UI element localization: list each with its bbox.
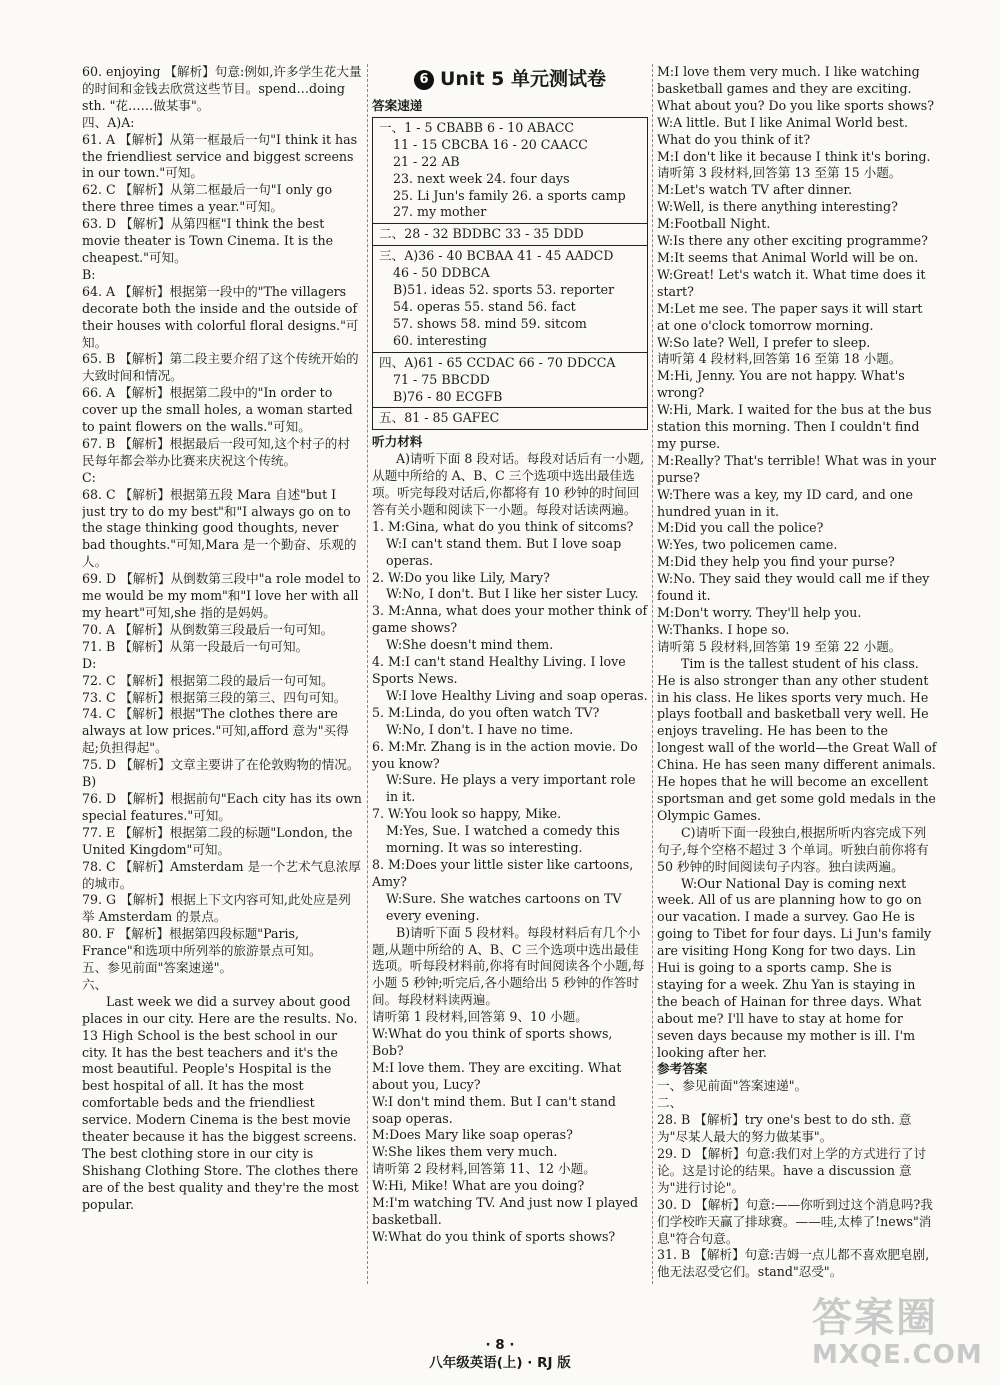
text-line: M:Football Night.: [657, 216, 771, 232]
text-line: M:Did you call the police?: [657, 520, 824, 536]
text-line: C:: [82, 469, 96, 485]
answer-line: 二、28 - 32 BDDBC 33 - 35 DDD: [379, 226, 584, 242]
page-number: · 8 ·: [485, 1337, 515, 1353]
text-line: 请听第 5 段材料,回答第 19 至第 22 小题。: [657, 638, 902, 654]
answer-box-row: [373, 353, 647, 409]
text-line: 3. M:Anna, what does your mother think of game shows?: [372, 603, 648, 636]
book-title: 八年级英语(上) · RJ 版: [429, 1355, 571, 1371]
listening-heading: 听力材料: [372, 434, 423, 450]
text-line: W:Our National Day is coming next week. All of us are planning how to go on our vacation. I made a survey. Gao He is going to Tibet for four days. Li Jun's family are visiting Hong Kong for two days. Lin Hui is going to a sports camp. She is staying for a week. Zhu Yan is staying in the beach of Hainan for three days. What about me? I'll have to stay at home for seven days because my mother is ill. I'm looking after her.: [657, 875, 932, 1060]
text-line: W:Sure. He plays a very important role in it.: [386, 772, 636, 805]
answer-box-row: [373, 408, 647, 429]
text-line: 30. D 【解析】句意:——你听到过这个消息吗?我们学校昨天赢了排球赛。——哇,太棒了!news"消息"符合句意。: [657, 1196, 933, 1246]
text-line: M:Did they help you find your purse?: [657, 554, 895, 570]
text-line: 五、参见前面"答案速递"。: [82, 960, 233, 976]
answer-line: 54. operas 55. stand 56. fact: [393, 298, 576, 314]
text-line: 75. D 【解析】文章主要讲了在伦敦购物的情况。: [82, 757, 360, 773]
answer-box-row: [373, 246, 647, 352]
text-line: 61. A 【解析】从第一框最后一句"I think it has the friendliest service and biggest screens in our town."可知。: [82, 131, 358, 181]
text-line: 参考答案: [657, 1061, 708, 1077]
text-line: M:Let's watch TV after dinner.: [657, 182, 853, 198]
text-line: W:A little. But I like Animal World best. What do you think of it?: [657, 114, 908, 147]
text-line: M:Really? That's terrible! What was in your purse?: [657, 452, 937, 485]
text-line: 请听第 4 段材料,回答第 16 至第 18 小题。: [657, 351, 902, 367]
text-line: M:I'm watching TV. And just now I played basketball.: [372, 1195, 639, 1227]
text-line: 70. A 【解析】从倒数第三段最后一句可知。: [82, 621, 334, 637]
text-line: M:Does Mary like soap operas?: [372, 1127, 573, 1143]
answer-line: 60. interesting: [393, 332, 487, 348]
text-line: 63. D 【解析】从第四框"I think the best movie theater is Town Cinema. It is the cheapest."可知。: [82, 216, 334, 265]
answer-line: 四、A)61 - 65 CCDAC 66 - 70 DDCCA: [379, 354, 616, 370]
text-line: 7. W:You look so happy, Mike.: [372, 806, 562, 822]
text-line: B): [82, 774, 97, 790]
text-line: 66. A 【解析】根据第二段中的"In order to cover up the small holes, a woman started to paint flowers on the walls."可知。: [82, 385, 353, 435]
column-divider: [367, 64, 368, 1284]
answer-line: 27. my mother: [393, 204, 487, 220]
text-line: W:She doesn't mind them.: [386, 637, 554, 653]
unit-number-badge: 6: [414, 70, 434, 90]
text-line: W:She likes them very much.: [372, 1144, 558, 1160]
text-line: 请听第 2 段材料,回答第 11、12 小题。: [372, 1161, 596, 1177]
text-line: 8. M:Does your little sister like cartoons, Amy?: [372, 856, 634, 889]
text-line: 请听第 1 段材料,回答第 9、10 小题。: [372, 1009, 588, 1025]
answer-box: [372, 117, 648, 430]
listening-continued-column: [657, 64, 937, 1281]
column-divider: [652, 64, 653, 1284]
text-line: M:Don't worry. They'll help you.: [657, 605, 862, 620]
answers-heading: 答案速递: [372, 98, 423, 113]
listening-material: [372, 451, 648, 1246]
answer-line: 25. Li Jun's family 26. a sports camp: [393, 187, 626, 203]
text-line: M:Yes, Sue. I watched a comedy this morning. It was so interesting.: [386, 823, 620, 856]
text-line: M:Let me see. The paper says it will start at one o'clock tomorrow morning.: [657, 300, 923, 333]
answer-line: 23. next week 24. four days: [393, 170, 570, 186]
text-line: 四、A)A:: [82, 114, 135, 130]
answer-box-row: [373, 118, 647, 224]
text-line: C)请听下面一段独白,根据所听内容完成下列句子,每个空格不超过 3 个单词。听独白前你将有 50 秒钟的时间阅读句子内容。独白读两遍。: [657, 824, 929, 874]
text-line: W:What do you think of sports shows, Bob?: [372, 1026, 613, 1058]
text-line: W:Hi, Mark. I waited for the bus at the bus station this morning. Then I couldn't find my purse.: [657, 402, 932, 451]
text-line: Tim is the tallest student of his class. He is also stronger than any other student in his class. He likes sports very much. He plays football and basketball very well. He enjoys traveling. He has been to the longest wall of the world—the Great Wall of China. He has seen many different animals. He hopes that he will become an excellent sportsman and get some gold medals in the Olympic Games.: [657, 655, 937, 823]
text-line: 31. B 【解析】句意:吉姆一点儿都不喜欢肥皂剧,他无法忍受它们。stand"忍受"。: [657, 1247, 930, 1280]
text-line: M:It seems that Animal World will be on.: [657, 249, 919, 265]
unit-title: [372, 66, 648, 92]
text-line: 六、: [82, 976, 108, 992]
text-line: W:Well, is there anything interesting?: [657, 199, 898, 215]
text-line: W:Great! Let's watch it. What time does it start?: [657, 266, 926, 299]
text-line: 60. enjoying 【解析】句意:例如,许多学生花大量的时间和金钱去欣赏这些节目。spend…doing sth. "花……做某事"。: [82, 64, 362, 113]
answer-explanations-column: [82, 64, 362, 1214]
text-line: W:Is there any other exciting programme?: [657, 233, 928, 249]
text-line: 77. E 【解析】根据第二段的标题"London, the United Kingdom"可知。: [82, 824, 353, 857]
text-line: W:I can't stand them. But I love soap operas.: [386, 535, 622, 568]
unit5-test-column: [372, 64, 648, 1246]
watermark-logo-text: 答案圈: [812, 1295, 938, 1341]
text-line: 6. M:Mr. Zhang is in the action movie. Do you know?: [372, 738, 638, 771]
text-line: W:Sure. She watches cartoons on TV every evening.: [386, 890, 622, 923]
text-line: 68. C 【解析】根据第五段 Mara 自述"but I just try to do my best"和"I always go on to the stage thinking good thoughts, never bad thoughts."可知,Mara 是一个勤奋、乐观的人。: [82, 486, 357, 570]
site-watermark: [812, 1295, 983, 1374]
text-line: W:Hi, Mike! What are you doing?: [372, 1178, 585, 1194]
answer-line: 11 - 15 CBCBA 16 - 20 CAACC: [393, 136, 588, 152]
answer-line: B)76 - 80 ECGFB: [393, 388, 503, 404]
text-line: 67. B 【解析】根据最后一段可知,这个村子的村民每年都会举办比赛来庆祝这个传统。: [82, 435, 350, 468]
text-line: 72. C 【解析】根据第二段的最后一句可知。: [82, 672, 334, 688]
answer-line: 21 - 22 AB: [393, 153, 460, 169]
text-line: B)请听下面 5 段材料。每段材料后有几个小题,从题中所给的 A、B、C 三个选项中选出最佳选项。听每段材料前,你将有时间阅读各个小题,每小题 5 秒钟;听完后,各小题给出 5 秒钟的作答时间。每段材料读两遍。: [372, 924, 645, 1008]
answer-line: 57. shows 58. mind 59. sitcom: [393, 315, 587, 331]
answer-line: 46 - 50 DDBCA: [393, 265, 490, 281]
text-line: M:I love them very much. I like watching basketball games and they are exciting. What about you? Do you like sports shows?: [657, 64, 934, 113]
text-line: 29. D 【解析】句意:我们对上学的方式进行了讨论。这是讨论的结果。have a discussion 意为"进行讨论"。: [657, 1146, 927, 1195]
text-line: 76. D 【解析】根据前句"Each city has its own special features."可知。: [82, 790, 362, 823]
text-line: 64. A 【解析】根据第一段中的"The villagers decorate both the inside and the outside of their houses with colorful floral designs."可知。: [82, 283, 359, 350]
text-line: 80. F 【解析】根据第四段标题"Paris, France"和选项中所列举的旅游景点可知。: [82, 926, 322, 959]
text-line: D:: [82, 655, 97, 671]
text-line: 65. B 【解析】第二段主要介绍了这个传统开始的大致时间和情况。: [82, 351, 359, 384]
text-line: 一、参见前面"答案速递"。: [657, 1078, 808, 1094]
text-line: 1. M:Gina, what do you think of sitcoms?: [372, 518, 634, 534]
answer-line: 三、A)36 - 40 BCBAA 41 - 45 AADCD: [379, 248, 614, 264]
answer-line: B)51. ideas 52. sports 53. reporter: [393, 282, 615, 298]
text-line: 78. C 【解析】Amsterdam 是一个艺术气息浓厚的城市。: [82, 858, 361, 891]
text-line: B:: [82, 266, 96, 282]
text-line: W:So late? Well, I prefer to sleep.: [657, 334, 871, 350]
text-line: Last week we did a survey about good places in our city. Here are the results. No. 13 High School is the best school in our city. It has the best teachers and it's the most beautiful. People's Hospital is the best hospital of all. It has the most comfortable beds and the friendliest service. Modern Cinema is the best movie theater because it has the biggest screens. The best clothing store in our city is Shishang Clothing Store. The clothes there are of the best quality and they're the most popular.: [82, 993, 359, 1212]
text-line: W:I love Healthy Living and soap operas.: [386, 687, 648, 703]
text-line: W:Yes, two policemen came.: [657, 537, 838, 553]
text-line: 请听第 3 段材料,回答第 13 至第 15 小题。: [657, 165, 902, 181]
text-line: 62. C 【解析】从第二框最后一句"I only go there three times a year."可知。: [82, 182, 333, 215]
text-line: 2. W:Do you like Lily, Mary?: [372, 569, 550, 585]
text-line: 74. C 【解析】根据"The clothes there are always at low prices."可知,afford 意为"买得起;负担得起"。: [82, 706, 349, 756]
answer-line: 71 - 75 BBCDD: [393, 371, 490, 387]
answer-line: 五、81 - 85 GAFEC: [379, 410, 500, 426]
text-line: M:I don't like it because I think it's boring.: [657, 148, 931, 164]
text-line: W:No, I don't. I have no time.: [386, 721, 574, 737]
text-line: 二、: [657, 1095, 683, 1111]
text-line: W:Thanks. I hope so.: [657, 621, 790, 637]
unit-title-text: Unit 5 单元测试卷: [440, 68, 606, 90]
text-line: M:Hi, Jenny. You are not happy. What's wrong?: [657, 368, 905, 401]
text-line: 4. M:I can't stand Healthy Living. I love Sports News.: [372, 654, 626, 686]
text-line: 71. B 【解析】从第一段最后一句可知。: [82, 638, 309, 654]
text-line: W:No, I don't. But I like her sister Lucy.: [386, 586, 639, 602]
watermark-url: MXQE.COM: [812, 1340, 983, 1370]
text-line: W:I don't mind them. But I can't stand soap operas.: [372, 1093, 616, 1126]
text-line: W:No. They said they would call me if they found it.: [657, 571, 930, 604]
answer-box-row: [373, 224, 647, 246]
text-line: 5. M:Linda, do you often watch TV?: [372, 704, 600, 720]
text-line: A)请听下面 8 段对话。每段对话后有一小题,从题中所给的 A、B、C 三个选项中选出最佳选项。听完每段对话后,你都将有 10 秒钟的时间回答有关小题和阅读下一小题。每段对话读两遍。: [372, 451, 645, 517]
text-line: M:I love them. They are exciting. What about you, Lucy?: [372, 1059, 622, 1092]
text-line: 28. B 【解析】try one's best to do sth. 意为"尽某人最大的努力做某事"。: [657, 1112, 912, 1145]
text-line: W:There was a key, my ID card, and one hundred yuan in it.: [657, 486, 913, 519]
text-line: 79. G 【解析】根据上下文内容可知,此处应是列举 Amsterdam 的景点。: [82, 892, 351, 925]
text-line: 73. C 【解析】根据第三段的第三、四句可知。: [82, 689, 347, 705]
answer-line: 一、1 - 5 CBABB 6 - 10 ABACC: [379, 119, 574, 135]
text-line: W:What do you think of sports shows?: [372, 1228, 616, 1244]
text-line: 69. D 【解析】从倒数第三段中"a role model to me would be my mom"和"I love her with all my heart"可知,she 指的是妈妈。: [82, 571, 361, 620]
